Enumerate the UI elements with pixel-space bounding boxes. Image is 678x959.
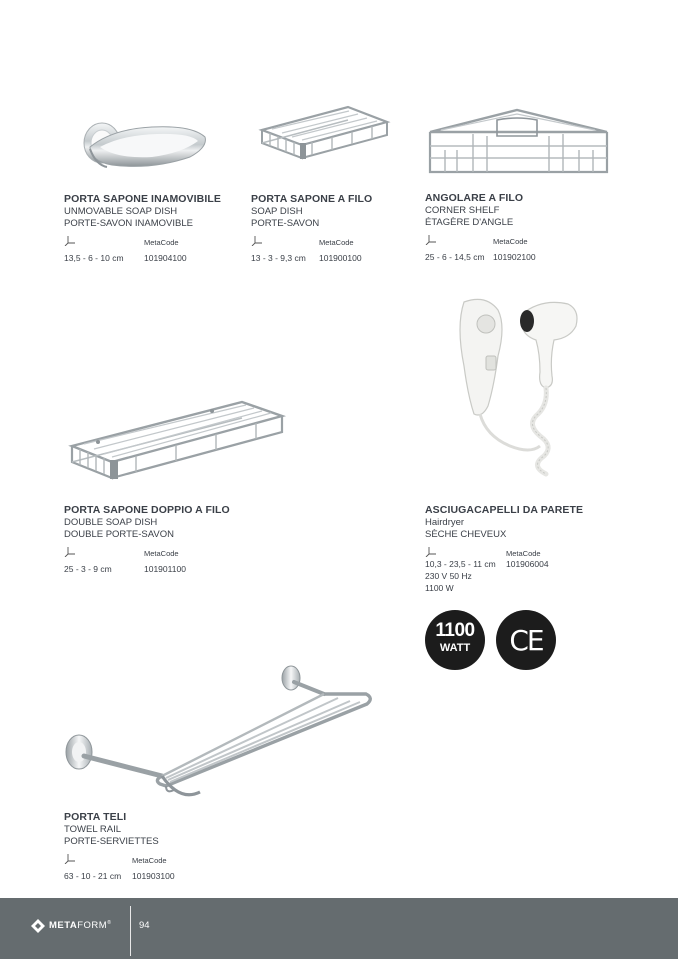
metacode-label: MetaCode bbox=[144, 549, 179, 558]
hairdryer-image bbox=[450, 296, 585, 481]
metacode-label: MetaCode bbox=[319, 238, 354, 247]
product-dimensions: 25 - 3 - 9 cm bbox=[64, 564, 112, 574]
product-name-fr: SÈCHE CHEVEUX bbox=[425, 529, 507, 540]
product-code: 101904100 bbox=[144, 253, 187, 263]
dimensions-icon bbox=[64, 547, 76, 557]
product-name: PORTA SAPONE INAMOVIBILE bbox=[64, 193, 221, 205]
wire-soap-dish-image bbox=[256, 103, 392, 165]
product-voltage: 230 V 50 Hz bbox=[425, 571, 472, 581]
page-footer bbox=[0, 898, 678, 959]
metacode-label: MetaCode bbox=[144, 238, 179, 247]
product-name-en: TOWEL RAIL bbox=[64, 824, 122, 835]
product-name-fr: ÉTAGÈRE D'ANGLE bbox=[425, 217, 514, 228]
watt-badge bbox=[425, 610, 485, 670]
watt-label: WATT bbox=[439, 642, 471, 654]
product-code: 101902100 bbox=[493, 252, 536, 262]
dimensions-icon bbox=[425, 235, 437, 245]
footer-divider bbox=[130, 906, 131, 956]
brand-name-bold: META bbox=[49, 920, 78, 932]
metacode-label: MetaCode bbox=[506, 549, 541, 558]
soap-dish-image bbox=[72, 115, 212, 180]
product-name-fr: DOUBLE PORTE-SAVON bbox=[64, 529, 174, 540]
product-code: 101906004 bbox=[506, 559, 549, 569]
product-name: PORTA SAPONE DOPPIO A FILO bbox=[64, 504, 230, 516]
dimensions-icon bbox=[251, 236, 263, 246]
product-name-en: CORNER SHELF bbox=[425, 205, 500, 216]
brand-registered-mark: ® bbox=[107, 920, 112, 926]
product-power: 1100 W bbox=[425, 583, 454, 593]
product-dimensions: 13 - 3 - 9,3 cm bbox=[251, 253, 306, 263]
product-name: ANGOLARE A FILO bbox=[425, 192, 524, 204]
metaform-logo-icon bbox=[30, 918, 46, 934]
dimensions-icon bbox=[64, 854, 76, 864]
ce-mark: CE bbox=[509, 624, 543, 657]
product-code: 101903100 bbox=[132, 871, 175, 881]
product-code: 101900100 bbox=[319, 253, 362, 263]
dimensions-icon bbox=[425, 547, 437, 557]
corner-shelf-image bbox=[427, 106, 609, 178]
product-name-en: SOAP DISH bbox=[251, 206, 303, 217]
towel-rail-image bbox=[62, 664, 378, 804]
product-name-fr: PORTE-SAVON INAMOVIBLE bbox=[64, 218, 193, 229]
product-dimensions: 63 - 10 - 21 cm bbox=[64, 871, 122, 881]
product-dimensions: 25 - 6 - 14,5 cm bbox=[425, 252, 485, 262]
metacode-label: MetaCode bbox=[493, 237, 528, 246]
product-code: 101901100 bbox=[144, 564, 186, 574]
product-name: PORTA TELI bbox=[64, 811, 127, 823]
product-dimensions: 10,3 - 23,5 - 11 cm bbox=[425, 559, 496, 569]
product-dimensions: 13,5 - 6 - 10 cm bbox=[64, 253, 124, 263]
product-name-fr: PORTE-SAVON bbox=[251, 218, 320, 229]
product-name-fr: PORTE-SERVIETTES bbox=[64, 836, 159, 847]
product-name: ASCIUGACAPELLI DA PARETE bbox=[425, 504, 584, 516]
brand-name bbox=[49, 920, 111, 931]
product-name: PORTA SAPONE A FILO bbox=[251, 193, 373, 205]
ce-mark-badge bbox=[496, 610, 556, 670]
product-name-en: Hairdryer bbox=[425, 517, 465, 528]
page-number: 94 bbox=[139, 920, 150, 931]
metacode-label: MetaCode bbox=[132, 856, 167, 865]
brand-name-regular: FORM bbox=[77, 920, 108, 932]
product-name-en: UNMOVABLE SOAP DISH bbox=[64, 206, 178, 217]
watt-number: 1100 bbox=[435, 620, 475, 641]
dimensions-icon bbox=[64, 236, 76, 246]
double-soap-dish-image bbox=[66, 396, 288, 496]
product-name-en: DOUBLE SOAP DISH bbox=[64, 517, 158, 528]
